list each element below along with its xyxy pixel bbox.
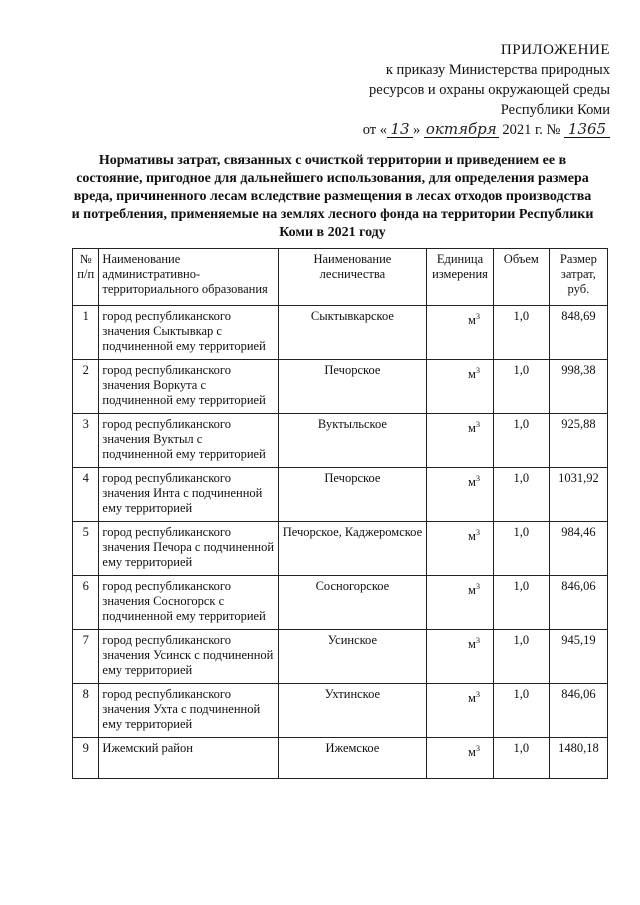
table-row <box>73 468 608 522</box>
handwritten-order-number: 1365 <box>564 121 610 138</box>
order-date-line <box>363 120 610 140</box>
header-line-3: Республики Коми <box>500 102 610 118</box>
header-line-1: к приказу Министерства природных <box>385 62 610 78</box>
row-cost: 848,69 <box>549 306 607 360</box>
row-unit: $м^3$ <box>427 306 494 360</box>
table-row <box>73 576 608 630</box>
row-municipality: город республиканского значения Сосногорск с подчиненной ему территорией <box>99 576 278 630</box>
row-num: 4 <box>73 468 99 522</box>
year-text: 2021 г. № <box>502 122 561 138</box>
row-forestry: Печорское <box>278 468 426 522</box>
table-row <box>73 522 608 576</box>
row-forestry: Усинское <box>278 630 426 684</box>
date-mid: » <box>413 122 421 138</box>
row-volume: 1,0 <box>493 684 549 738</box>
header-num: № п/п <box>73 249 99 306</box>
row-forestry: Сыктывкарское <box>278 306 426 360</box>
row-num: 7 <box>73 630 99 684</box>
row-volume: 1,0 <box>493 306 549 360</box>
row-forestry: Сосногорское <box>278 576 426 630</box>
row-cost: 998,38 <box>549 360 607 414</box>
row-cost: 1031,92 <box>549 468 607 522</box>
row-cost: 846,06 <box>549 684 607 738</box>
header-cost: Размер затрат, руб. <box>549 249 607 306</box>
table-row <box>73 684 608 738</box>
row-num: 3 <box>73 414 99 468</box>
table-row <box>73 630 608 684</box>
handwritten-month: октября <box>425 120 497 138</box>
cost-norms-table <box>72 248 608 779</box>
document-title: Нормативы затрат, связанных с очисткой территории и приведением ее в состояние, пригодное для дальнейшего использования, для определения размера вреда, причиненного лесам вследствие размещения в лесах отходов производства и потребления, применяемые на землях лесного фонда на территории Республики Коми в 2021 году <box>71 153 594 240</box>
row-num: 1 <box>73 306 99 360</box>
table-row <box>73 738 608 779</box>
row-cost: 945,19 <box>549 630 607 684</box>
row-municipality: город республиканского значения Вуктыл с подчиненной ему территорией <box>99 414 278 468</box>
row-unit: $м^3$ <box>427 414 494 468</box>
row-volume: 1,0 <box>493 468 549 522</box>
row-num: 8 <box>73 684 99 738</box>
table-row <box>73 414 608 468</box>
table-header-row <box>73 249 608 306</box>
row-forestry: Ижемское <box>278 738 426 779</box>
row-cost: 925,88 <box>549 414 607 468</box>
row-unit: $м^3$ <box>427 630 494 684</box>
row-cost: 984,46 <box>549 522 607 576</box>
row-cost: 1480,18 <box>549 738 607 779</box>
row-num: 6 <box>73 576 99 630</box>
row-municipality: город республиканского значения Печора с подчиненной ему территорией <box>99 522 278 576</box>
header-municipality: Наименование административно-территориального образования <box>99 249 278 306</box>
row-cost: 846,06 <box>549 576 607 630</box>
table-row <box>73 306 608 360</box>
row-unit: $м^3$ <box>427 738 494 779</box>
row-municipality: город республиканского значения Усинск с подчиненной ему территорией <box>99 630 278 684</box>
row-municipality: Ижемский район <box>99 738 278 779</box>
row-volume: 1,0 <box>493 414 549 468</box>
row-unit: $м^3$ <box>427 522 494 576</box>
row-municipality: город республиканского значения Инта с подчиненной ему территорией <box>99 468 278 522</box>
row-unit: $м^3$ <box>427 684 494 738</box>
header-unit: Единица измерения <box>427 249 494 306</box>
row-unit: $м^3$ <box>427 360 494 414</box>
row-num: 2 <box>73 360 99 414</box>
row-unit: $м^3$ <box>427 576 494 630</box>
row-volume: 1,0 <box>493 738 549 779</box>
header-line-2: ресурсов и охраны окружающей среды <box>368 82 610 98</box>
row-volume: 1,0 <box>493 360 549 414</box>
header-volume: Объем <box>493 249 549 306</box>
row-volume: 1,0 <box>493 522 549 576</box>
row-forestry: Печорское, Каджеромское <box>278 522 426 576</box>
row-forestry: Ухтинское <box>278 684 426 738</box>
row-municipality: город республиканского значения Сыктывкар с подчиненной ему территорией <box>99 306 278 360</box>
header-forestry: Наименование лесничества <box>278 249 426 306</box>
row-num: 5 <box>73 522 99 576</box>
row-municipality: город республиканского значения Ухта с подчиненной ему территорией <box>99 684 278 738</box>
row-volume: 1,0 <box>493 576 549 630</box>
row-volume: 1,0 <box>493 630 549 684</box>
table-row <box>73 360 608 414</box>
appendix-title: ПРИЛОЖЕНИЕ <box>500 42 610 58</box>
handwritten-day: 13 <box>387 121 413 138</box>
row-municipality: город республиканского значения Воркута с подчиненной ему территорией <box>99 360 278 414</box>
row-forestry: Печорское <box>278 360 426 414</box>
row-num: 9 <box>73 738 99 779</box>
row-unit: $м^3$ <box>427 468 494 522</box>
row-forestry: Вуктыльское <box>278 414 426 468</box>
date-prefix: от « <box>362 122 387 138</box>
document-header <box>363 40 610 140</box>
